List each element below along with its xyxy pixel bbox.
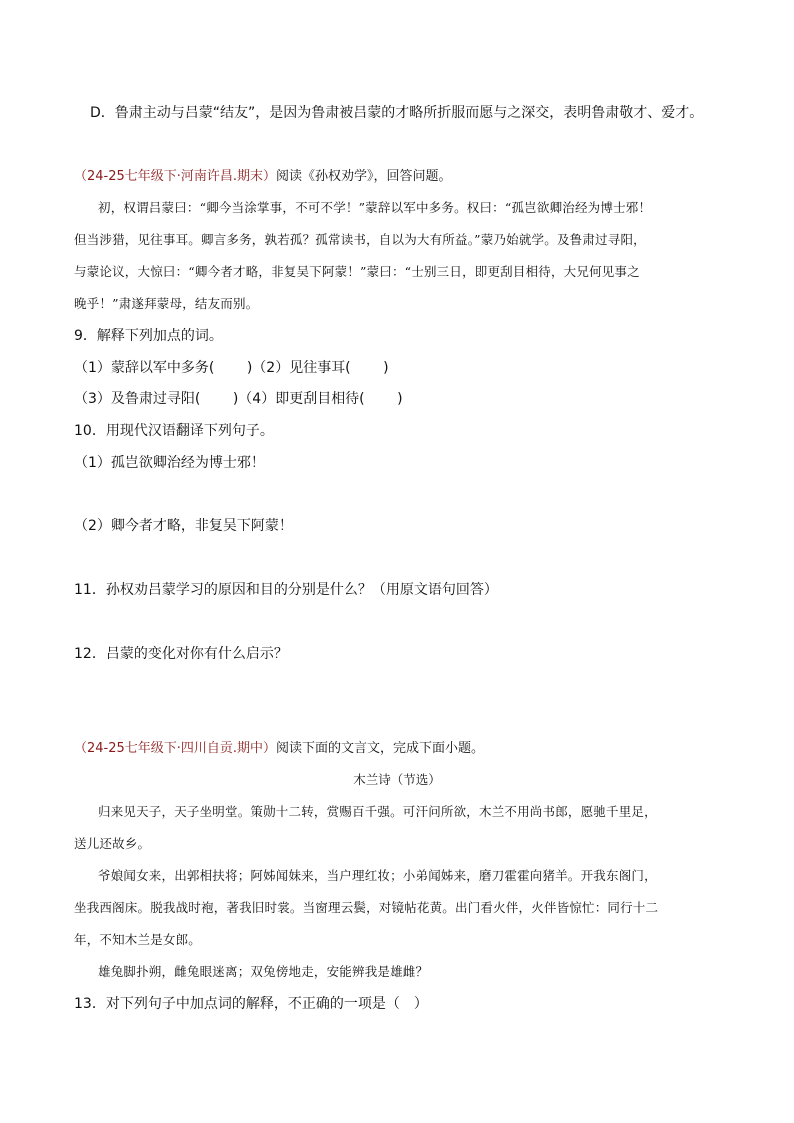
question-9-line1: （1）蒙辞以军中多务( )（2）见往事耳( ) (74, 360, 389, 376)
section2-intro: 阅读下面的文言文，完成下面小题。 (276, 741, 485, 756)
question-9: 9．解释下列加点的词。 (74, 328, 223, 344)
question-10: 10．用现代汉语翻译下列句子。 (74, 423, 274, 439)
option-d: D．鲁肃主动与吕蒙“结友”，是因为鲁肃被吕蒙的才略所折服而愿与之深交，表明鲁肃敬才、爱才。 (90, 105, 704, 121)
passage-line: 但当涉猎，见往事耳。卿言多务，孰若孤？孤常读书，自以为大有所益。”蒙乃始就学。及鲁肃过寻阳， (74, 232, 646, 247)
section1-intro: 阅读《孙权劝学》，回答问题。 (276, 169, 452, 184)
question-9-line2: （3）及鲁肃过寻阳( )（4）即更刮目相待( ) (74, 391, 403, 407)
source-tag: （24-25七年级下·河南许昌.期末） (74, 169, 277, 184)
source-tag: （24-25七年级下·四川自贡.期中） (74, 741, 277, 756)
passage-line: 初，权谓吕蒙曰：“卿今当涂掌事，不可不学！”蒙辞以军中多务。权曰：“孤岂欲卿治经为博士邪！ (98, 200, 652, 215)
question-12: 12．吕蒙的变化对你有什么启示？ (74, 646, 288, 662)
passage-line: 与蒙论议，大惊曰：“卿今者才略，非复吴下阿蒙！”蒙曰：“士别三日，即更刮目相待，大兄何见事之 (74, 264, 640, 279)
question-11: 11．孙权劝吕蒙学习的原因和目的分别是什么？（用原文语句回答） (74, 582, 498, 598)
poem-line: 爷娘闻女来，出郭相扶将；阿姊闻妹来，当户理红妆；小弟闻姊来，磨刀霍霍向猪羊。开我东阁门， (98, 868, 657, 883)
poem-line: 年，不知木兰是女郎。 (74, 932, 202, 947)
poem-line: 归来见天子，天子坐明堂。策勋十二转，赏赐百千强。可汗问所欲，木兰不用尚书郎，愿驰千里足， (98, 804, 657, 819)
question-10-1: （1）孤岂欲卿治经为博士邪！ (74, 455, 265, 471)
poem-title: 木兰诗（节选） (353, 772, 441, 787)
poem-line: 坐我西阁床。脱我战时袍，著我旧时裳。当窗理云鬓，对镜帖花黄。出门看火伴，火伴皆惊忙：同行十二 (74, 900, 659, 915)
poem-line: 送儿还故乡。 (74, 836, 151, 851)
passage-line: 晚乎！”肃遂拜蒙母，结友而别。 (74, 296, 259, 311)
question-10-2: （2）卿今者才略，非复吴下阿蒙！ (74, 518, 293, 534)
section2-heading (74, 739, 484, 759)
poem-line: 雄兔脚扑朔，雌兔眼迷离；双兔傍地走，安能辨我是雄雌？ (98, 964, 429, 979)
question-13: 13．对下列句子中加点词的解释，不正确的一项是（ ） (74, 996, 428, 1012)
section1-heading (74, 167, 452, 187)
